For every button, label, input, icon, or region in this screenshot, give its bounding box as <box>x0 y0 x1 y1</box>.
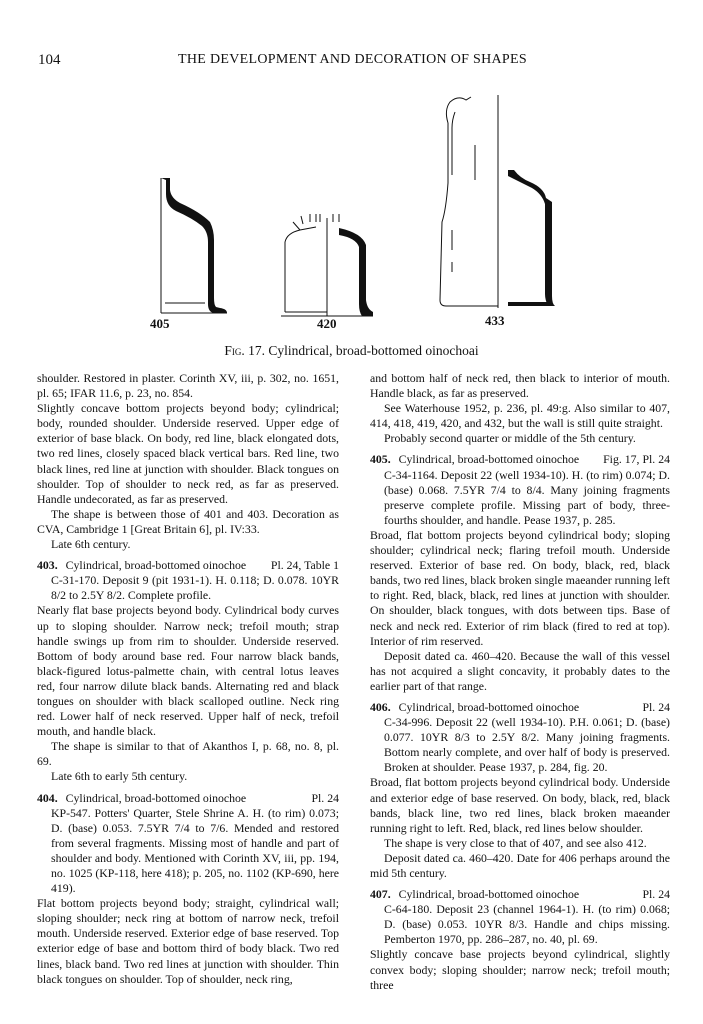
entry-405-description: Broad, flat bottom projects beyond cylindrical body; sloping shoulder; cylindrical neck; flaring trefoil mouth. Underside reserved. Exterior of base red. On body, black, red, black bands, two red lines, black broken single maeander running left to right. Red, black, black, red lines at junction with shoulder. On shoulder, black tongues, with dots between tips. Base of neck and neck red. Exterior of rim black (fired to red at top). Interior of rim reserved. <box>370 527 670 648</box>
right-paragraph-3: Probably second quarter or middle of the 5th century. <box>384 431 636 446</box>
entry-407-plate-ref: Pl. 24 <box>642 887 670 902</box>
entry-403-plate-ref: Pl. 24, Table 1 <box>270 558 339 573</box>
entry-406-number: 406. <box>370 699 391 714</box>
figure-label-405: 405 <box>150 316 170 331</box>
running-title: THE DEVELOPMENT AND DECORATION OF SHAPES <box>178 52 527 67</box>
entry-406-details: C-34-996. Deposit 22 (well 1934-10). P.H. 0.061; D. (base) 0.077. 10YR 8/3 to 2.5Y 8/2. Many joining fragments. Bottom nearly complete, and over half of body is preserved. Broken at shoulder. Pease 1937, p. 284, fig. 20. <box>384 715 670 775</box>
entry-403-description: Nearly flat base projects beyond body. Cylindrical body curves up to sloping shoulder. Narrow neck; trefoil mouth; strap handle swings up from rim to shoulder. Underside reserved. Bottom of body around base red. Four narrow black bands, black-figured lotus-palmette chain, with central lotus leaves red, four narrow dilute black bands. Alternating red and black tongues on shoulder with black scalloped outline. Neck ring red. Lower half of neck reserved. Upper half of neck, trefoil mouth, and handle black. <box>37 603 339 739</box>
entry-404-description: Flat bottom projects beyond body; straight, cylindrical wall; sloping shoulder; neck ring at bottom of narrow neck, trefoil mouth. Underside reserved. Exterior edge of base reserved. Top exterior edge of base and bottom third of body black. Two red lines, black band. Two red lines at junction with shoulder. Thin black tongues on shoulder. Top of shoulder, neck ring, <box>37 896 339 986</box>
figure-label-433: 433 <box>485 313 505 328</box>
figure-label-420: 420 <box>317 316 337 331</box>
entry-407-description: Slightly concave base projects beyond cylindrical, slightly convex body; sloping shoulder; narrow neck; trefoil mouth; three <box>370 947 670 992</box>
entry-404-details: KP-547. Potters' Quarter, Stele Shrine A. H. (to rim) 0.073; D. (base) 0.053. 7.5YR 7/4 to 7/6. Mended and restored from several fragments. Missing most of handle and part of shoulder and body. Mentioned with Corinth XV, iii, pp. 194, no. 1025 (KP-118, here 418); p. 205, no. 1102 (KP-690, here 419). <box>51 805 339 896</box>
page-header <box>38 52 667 72</box>
page-number: 104 <box>38 52 61 68</box>
right-paragraph-2: See Waterhouse 1952, p. 236, pl. 49:g. Also similar to 407, 414, 418, 419, 420, and 432, but the wall is still quite straight. <box>370 401 670 431</box>
entry-407-details: C-64-180. Deposit 23 (channel 1964-1). H. (to rim) 0.068; D. (base) 0.053. 10YR 8/3. Handle and chips missing. Pemberton 1970, pp. 286–287, no. 40, pl. 69. <box>384 902 670 947</box>
catalog-entry-405-header <box>370 452 670 467</box>
catalog-entry-404-header <box>37 791 339 806</box>
caption-prefix: Fig. 17. <box>224 343 265 358</box>
entry-404-title: Cylindrical, broad-bottomed oinochoe <box>65 790 247 805</box>
catalog-entry-406-header <box>370 700 670 715</box>
profile-drawing-433 <box>440 95 555 308</box>
entry-406-description: Broad, flat bottom projects beyond cylindrical body. Underside and exterior edge of base reserved. On body, black, red, black bands, black line, two red lines, black broken maeander running right to left. Red, black, red lines below shoulder. <box>370 775 670 835</box>
profile-drawing-405 <box>161 178 227 313</box>
right-paragraph-1: and bottom half of neck red, then black to interior of mouth. Handle black, as far as preserved. <box>370 371 670 401</box>
entry-403-details: C-31-170. Deposit 9 (pit 1931-1). H. 0.118; D. 0.078. 10YR 8/2 to 2.5Y 8/2. Complete profile. <box>51 573 339 603</box>
left-paragraph-2: Slightly concave bottom projects beyond body; cylindrical; body, rounded shoulder. Underside reserved. Upper edge of exterior of base black. On body, red line, black elongated dots, two red lines, closely spaced black vertical bars. Red line, two black lines, red line at junction with shoulder. Black tongues on shoulder. Top of shoulder to neck red, as far as preserved. Handle undecorated, as far as preserved. <box>37 401 339 506</box>
entry-406-plate-ref: Pl. 24 <box>642 699 670 714</box>
entry-406-date: Deposit dated ca. 460–420. Date for 406 perhaps around the mid 5th century. <box>370 850 670 880</box>
catalog-entry-403-header <box>37 558 339 573</box>
entry-405-number: 405. <box>370 452 391 467</box>
left-column <box>37 371 339 987</box>
left-paragraph-4: Late 6th century. <box>51 537 131 552</box>
left-paragraph-1: shoulder. Restored in plaster. Corinth XV, iii, p. 302, no. 1651, pl. 65; IFAR 11.6, p. 23, no. 854. <box>37 371 339 401</box>
entry-405-title: Cylindrical, broad-bottomed oinochoe <box>398 452 580 467</box>
entry-405-details: C-34-1164. Deposit 22 (well 1934-10). H. (to rim) 0.074; D. (base) 0.068. 7.5YR 7/4 to 8/4. Many joining fragments preserve complete profile. Missing part of body, three-fourths shoulder, and handle. Pease 1937, p. 285. <box>384 467 670 527</box>
entry-407-title: Cylindrical, broad-bottomed oinochoe <box>398 887 580 902</box>
caption-text: Cylindrical, broad-bottomed oinochoai <box>268 343 479 358</box>
entry-404-number: 404. <box>37 790 58 805</box>
entry-403-number: 403. <box>37 558 58 573</box>
entry-403-comparison: The shape is similar to that of Akanthos I, p. 68, no. 8, pl. 69. <box>37 739 339 769</box>
left-paragraph-3: The shape is between those of 401 and 403. Decoration as CVA, Cambridge 1 [Great Britain 6], pl. IV:33. <box>37 506 339 536</box>
right-column <box>370 371 670 993</box>
entry-403-date: Late 6th to early 5th century. <box>51 769 188 784</box>
entry-405-plate-ref: Fig. 17, Pl. 24 <box>603 452 670 467</box>
oinochoai-profile-drawings <box>130 90 590 340</box>
entry-405-date: Deposit dated ca. 460–420. Because the wall of this vessel has not acquired a slight concavity, it probably dates to the earlier part of that range. <box>370 648 670 693</box>
entry-406-comparison: The shape is very close to that of 407, and see also 412. <box>384 835 647 850</box>
figure-17 <box>130 90 590 340</box>
catalog-entry-407-header <box>370 887 670 902</box>
entry-407-number: 407. <box>370 887 391 902</box>
profile-drawing-420 <box>281 214 373 316</box>
entry-406-title: Cylindrical, broad-bottomed oinochoe <box>398 699 580 714</box>
figure-caption <box>0 343 703 359</box>
entry-403-title: Cylindrical, broad-bottomed oinochoe <box>65 558 247 573</box>
entry-404-plate-ref: Pl. 24 <box>311 790 339 805</box>
